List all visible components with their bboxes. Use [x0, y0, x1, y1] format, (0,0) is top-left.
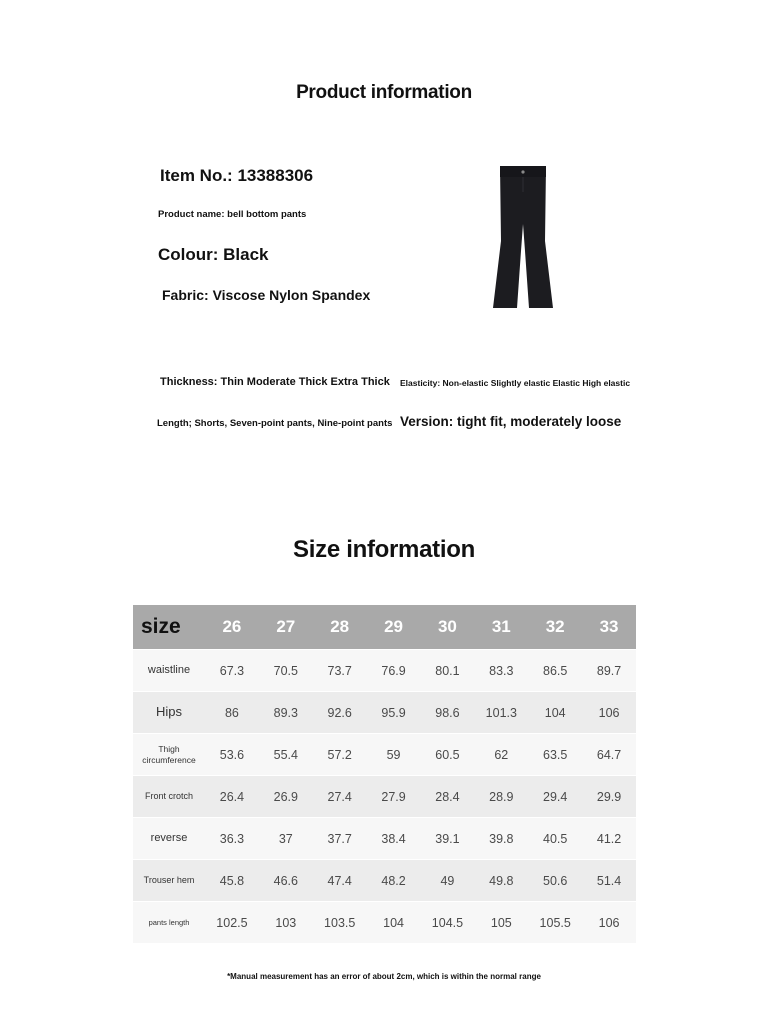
- size-value-cell: 50.6: [543, 873, 568, 888]
- size-value-cell: 36.3: [219, 831, 245, 846]
- size-value-cell: 92.6: [327, 705, 352, 720]
- size-table-title-cell: size: [141, 615, 181, 638]
- size-table: [133, 605, 636, 943]
- size-column-header: 30: [437, 617, 457, 636]
- size-row-label: Trouser hem: [143, 874, 195, 885]
- size-value-cell: 39.1: [435, 831, 460, 846]
- size-value-cell: 106: [598, 705, 620, 720]
- size-value-cell: 46.6: [273, 873, 298, 888]
- size-value-cell: 73.7: [327, 663, 352, 678]
- size-value-cell: 45.8: [219, 873, 245, 888]
- size-value-cell: 38.4: [381, 831, 406, 846]
- size-value-cell: 49: [440, 873, 455, 888]
- size-value-cell: 26.4: [219, 789, 245, 804]
- size-value-cell: 101.3: [485, 705, 517, 720]
- size-value-cell: 62: [494, 747, 509, 762]
- size-table-row: [133, 859, 636, 901]
- size-row-label: pants length: [148, 917, 190, 927]
- size-table-row: [133, 649, 636, 691]
- size-value-cell: 104: [383, 915, 404, 930]
- product-fabric: Fabric: Viscose Nylon Spandex: [162, 287, 371, 303]
- size-value-cell: 39.8: [489, 831, 514, 846]
- size-row-label: waistline: [147, 663, 191, 676]
- size-value-cell: 53.6: [219, 747, 245, 762]
- size-table-row: [133, 901, 636, 943]
- size-table-row: [133, 817, 636, 859]
- size-value-cell: 55.4: [273, 747, 298, 762]
- size-value-cell: 28.9: [489, 789, 514, 804]
- size-value-cell: 49.8: [489, 873, 514, 888]
- size-row-label: Front crotch: [144, 790, 193, 801]
- size-value-cell: 64.7: [596, 747, 622, 762]
- size-value-cell: 89.3: [273, 705, 298, 720]
- size-column-header: 27: [276, 617, 296, 636]
- size-value-cell: 27.9: [381, 789, 406, 804]
- size-value-cell: 47.4: [327, 873, 352, 888]
- size-row-label: Hips: [155, 704, 182, 720]
- size-value-cell: 86: [224, 705, 239, 720]
- size-value-cell: 63.5: [543, 747, 568, 762]
- size-value-cell: 28.4: [435, 789, 460, 804]
- size-row-label: Thigh circumference: [142, 743, 196, 765]
- size-value-cell: 40.5: [543, 831, 568, 846]
- size-value-cell: 98.6: [435, 705, 460, 720]
- measurement-footnote: *Manual measurement has an error of about 2cm, which is within the normal range: [227, 972, 541, 981]
- size-column-header: 32: [545, 617, 565, 636]
- page-title: Product information: [296, 82, 472, 103]
- size-value-cell: 105.5: [539, 915, 571, 930]
- size-value-cell: 48.2: [381, 873, 406, 888]
- product-photo: [492, 166, 554, 311]
- size-value-cell: 29.4: [543, 789, 568, 804]
- size-value-cell: 104.5: [431, 915, 464, 930]
- size-value-cell: 105: [490, 915, 512, 930]
- size-value-cell: 51.4: [596, 873, 622, 888]
- size-value-cell: 95.9: [381, 705, 406, 720]
- size-value-cell: 41.2: [596, 831, 622, 846]
- size-column-header: 31: [491, 617, 511, 636]
- spec-thickness: Thickness: Thin Moderate Thick Extra Thick: [160, 376, 390, 388]
- spec-version: Version: tight fit, moderately loose: [400, 414, 622, 429]
- size-row-label: reverse: [150, 831, 188, 844]
- size-value-cell: 89.7: [596, 663, 622, 678]
- size-column-header: 28: [330, 617, 350, 636]
- size-table-row: [133, 691, 636, 733]
- size-column-header: 29: [384, 617, 404, 636]
- size-table-header-row: [133, 605, 636, 649]
- size-table-row: [133, 733, 636, 775]
- size-information-title: Size information: [293, 536, 475, 563]
- size-value-cell: 83.3: [489, 663, 514, 678]
- spec-length: Length; Shorts, Seven-point pants, Nine-point pants: [157, 418, 393, 429]
- size-value-cell: 80.1: [435, 663, 460, 678]
- size-value-cell: 37.7: [327, 831, 352, 846]
- size-table-row: [133, 775, 636, 817]
- size-column-header: 26: [222, 617, 242, 636]
- size-value-cell: 27.4: [327, 789, 352, 804]
- item-number: Item No.: 13388306: [160, 166, 314, 185]
- size-column-header: 33: [599, 617, 619, 636]
- size-value-cell: 103.5: [324, 915, 356, 930]
- product-name: Product name: bell bottom pants: [158, 209, 307, 220]
- size-value-cell: 102.5: [216, 915, 248, 930]
- size-value-cell: 106: [598, 915, 620, 930]
- size-value-cell: 29.9: [596, 789, 622, 804]
- size-value-cell: 103: [275, 915, 297, 930]
- size-value-cell: 76.9: [381, 663, 406, 678]
- size-value-cell: 37: [278, 831, 293, 846]
- spec-elasticity: Elasticity: Non-elastic Slightly elastic Elastic High elastic: [400, 378, 631, 388]
- size-value-cell: 26.9: [273, 789, 298, 804]
- size-value-cell: 57.2: [327, 747, 352, 762]
- product-colour: Colour: Black: [158, 245, 269, 264]
- size-value-cell: 67.3: [219, 663, 245, 678]
- size-value-cell: 86.5: [543, 663, 568, 678]
- bell-bottom-pants-image: [492, 166, 554, 311]
- size-value-cell: 59: [386, 747, 401, 762]
- size-value-cell: 104: [544, 705, 566, 720]
- size-value-cell: 60.5: [435, 747, 460, 762]
- size-value-cell: 70.5: [273, 663, 298, 678]
